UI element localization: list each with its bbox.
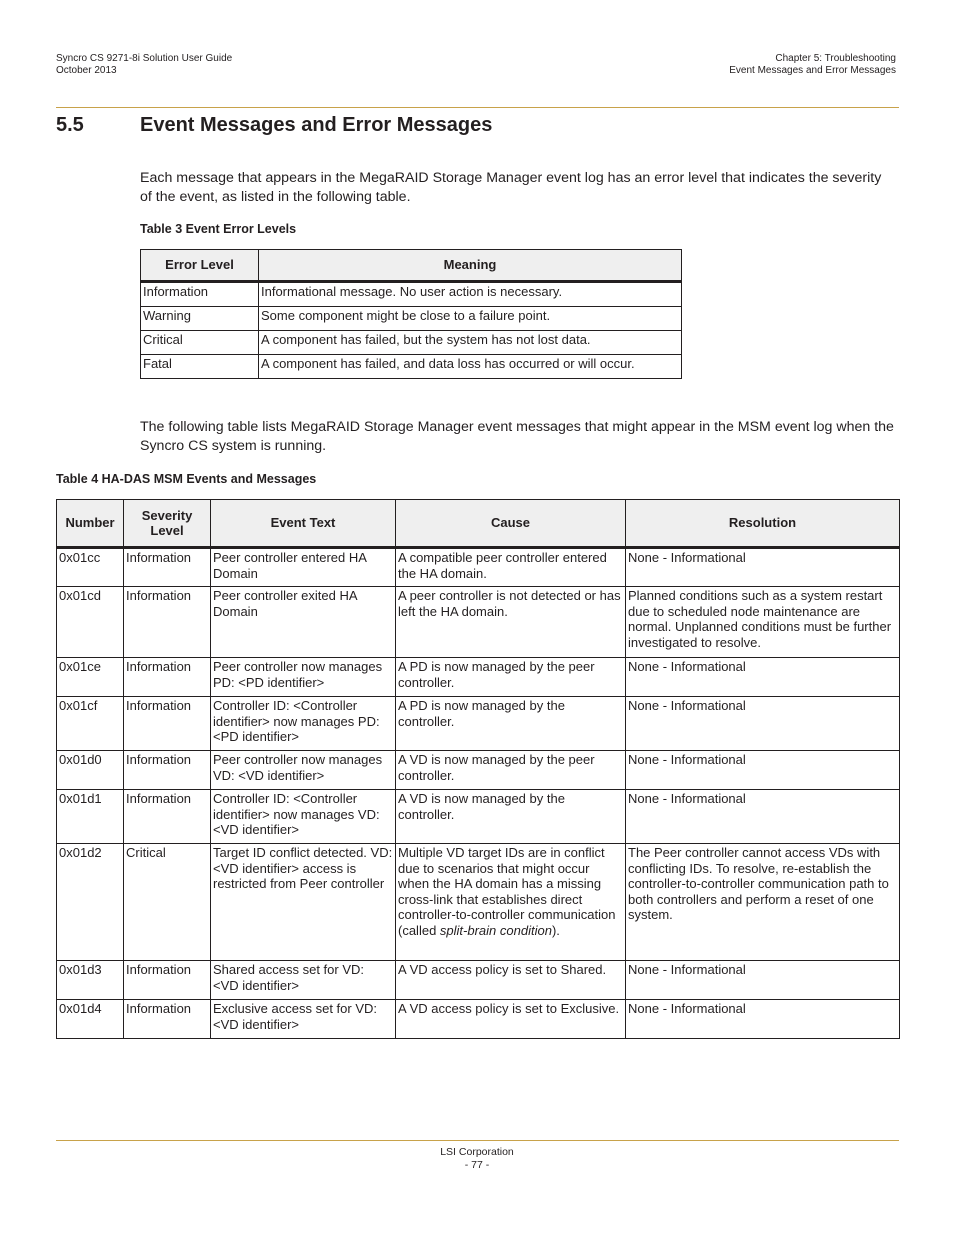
table-row (57, 548, 900, 587)
table-row (57, 844, 900, 961)
event-text-cell: Exclusive access set for VD: <VD identifier> (211, 1000, 396, 1039)
cause-cell: A compatible peer controller entered the HA domain. (396, 548, 626, 587)
meaning-cell: A component has failed, and data loss has occurred or will occur. (259, 355, 682, 379)
running-header-right (729, 53, 896, 77)
severity-cell: Information (124, 658, 211, 697)
meaning-cell: A component has failed, but the system has not lost data. (259, 331, 682, 355)
severity-cell: Information (124, 587, 211, 658)
error-level-cell: Information (141, 282, 259, 307)
cause-cell: A VD access policy is set to Shared. (396, 961, 626, 1000)
table-header-row (57, 500, 900, 548)
footer-rule (56, 1140, 899, 1141)
severity-cell: Information (124, 790, 211, 844)
table-row (57, 1000, 900, 1039)
cause-cell: A VD is now managed by the controller. (396, 790, 626, 844)
cause-cell: A VD access policy is set to Exclusive. (396, 1000, 626, 1039)
column-header: Event Text (211, 500, 396, 548)
resolution-cell: None - Informational (626, 790, 900, 844)
table-row (141, 282, 682, 307)
header-rule (56, 107, 899, 108)
cause-emphasis: split-brain condition (439, 922, 552, 938)
column-header: Meaning (259, 250, 682, 282)
meaning-cell: Some component might be close to a failure point. (259, 307, 682, 331)
event-text-cell: Peer controller now manages VD: <VD identifier> (211, 751, 396, 790)
number-cell: 0x01d2 (57, 844, 124, 961)
resolution-cell: None - Informational (626, 961, 900, 1000)
event-text-cell: Controller ID: <Controller identifier> now manages VD: <VD identifier> (211, 790, 396, 844)
severity-cell: Critical (124, 844, 211, 961)
cause-tail: ). (551, 922, 560, 938)
column-header: Number (57, 500, 124, 548)
event-text-cell: Peer controller entered HA Domain (211, 548, 396, 587)
resolution-cell: None - Informational (626, 658, 900, 697)
cause-cell: A peer controller is not detected or has left the HA domain. (396, 587, 626, 658)
number-cell: 0x01cc (57, 548, 124, 587)
cause-cell (396, 844, 626, 961)
section-name: Event Messages and Error Messages (729, 65, 896, 76)
number-cell: 0x01d4 (57, 1000, 124, 1039)
number-cell: 0x01d0 (57, 751, 124, 790)
resolution-cell: None - Informational (626, 1000, 900, 1039)
severity-cell: Information (124, 548, 211, 587)
number-cell: 0x01d1 (57, 790, 124, 844)
cause-cell: A PD is now managed by the peer controller. (396, 658, 626, 697)
number-cell: 0x01cd (57, 587, 124, 658)
table-header-row (141, 250, 682, 282)
table-row (141, 331, 682, 355)
resolution-cell: Planned conditions such as a system restart due to scheduled node maintenance are normal. Unplanned conditions must be further investigated to resolve. (626, 587, 900, 658)
footer-company: LSI Corporation (440, 1146, 514, 1158)
resolution-cell: None - Informational (626, 697, 900, 751)
running-header-left (56, 53, 232, 77)
cause-cell: A VD is now managed by the peer controller. (396, 751, 626, 790)
table-row (57, 658, 900, 697)
event-error-levels-table (140, 249, 682, 379)
msm-events-table (56, 499, 900, 1039)
severity-cell: Information (124, 751, 211, 790)
column-header: Severity Level (124, 500, 211, 548)
table-row (141, 307, 682, 331)
intro-paragraph: Each message that appears in the MegaRAID Storage Manager event log has an error level that indicates the severity of the event, as listed in the following table. (140, 170, 882, 205)
second-paragraph: The following table lists MegaRAID Storage Manager event messages that might appear in the MSM event log when the Syncro CS system is running. (140, 419, 894, 454)
severity-cell: Information (124, 961, 211, 1000)
section-title: Event Messages and Error Messages (140, 114, 493, 136)
doc-title: Syncro CS 9271-8i Solution User Guide (56, 53, 233, 64)
page-footer (0, 1146, 954, 1171)
error-level-cell: Fatal (141, 355, 259, 379)
cause-text: Multiple VD target IDs are in conflict due to scenarios that might occur when the HA domain has a missing cross-link that establishes direct controller-to-controller communication (called (398, 845, 616, 938)
table-row (57, 587, 900, 658)
number-cell: 0x01cf (57, 697, 124, 751)
event-text-cell: Controller ID: <Controller identifier> now manages PD: <PD identifier> (211, 697, 396, 751)
event-text-cell: Peer controller now manages PD: <PD identifier> (211, 658, 396, 697)
event-text-cell: Target ID conflict detected. VD: <VD identifier> access is restricted from Peer controller (211, 844, 396, 961)
section-number: 5.5 (56, 114, 84, 136)
table3-caption: Table 3 Event Error Levels (140, 222, 297, 236)
resolution-cell: None - Informational (626, 751, 900, 790)
event-text-cell: Peer controller exited HA Domain (211, 587, 396, 658)
resolution-cell: None - Informational (626, 548, 900, 587)
table4-caption: Table 4 HA-DAS MSM Events and Messages (56, 472, 317, 486)
section-heading (56, 114, 492, 137)
table-row (57, 697, 900, 751)
cause-cell: A PD is now managed by the controller. (396, 697, 626, 751)
table-row (57, 790, 900, 844)
table-row (57, 751, 900, 790)
column-header: Resolution (626, 500, 900, 548)
error-level-cell: Critical (141, 331, 259, 355)
column-header: Cause (396, 500, 626, 548)
meaning-cell: Informational message. No user action is necessary. (259, 282, 682, 307)
event-text-cell: Shared access set for VD: <VD identifier> (211, 961, 396, 1000)
number-cell: 0x01ce (57, 658, 124, 697)
severity-cell: Information (124, 697, 211, 751)
resolution-cell: The Peer controller cannot access VDs with conflicting IDs. To resolve, re-establish the controller-to-controller communication path to both controllers and perform a reset of one system. (626, 844, 900, 961)
column-header: Error Level (141, 250, 259, 282)
table-row (57, 961, 900, 1000)
doc-date: October 2013 (56, 65, 117, 76)
table-row (141, 355, 682, 379)
page-number: - 77 - (464, 1158, 490, 1171)
error-level-cell: Warning (141, 307, 259, 331)
chapter-title: Chapter 5: Troubleshooting (775, 53, 896, 64)
number-cell: 0x01d3 (57, 961, 124, 1000)
severity-cell: Information (124, 1000, 211, 1039)
